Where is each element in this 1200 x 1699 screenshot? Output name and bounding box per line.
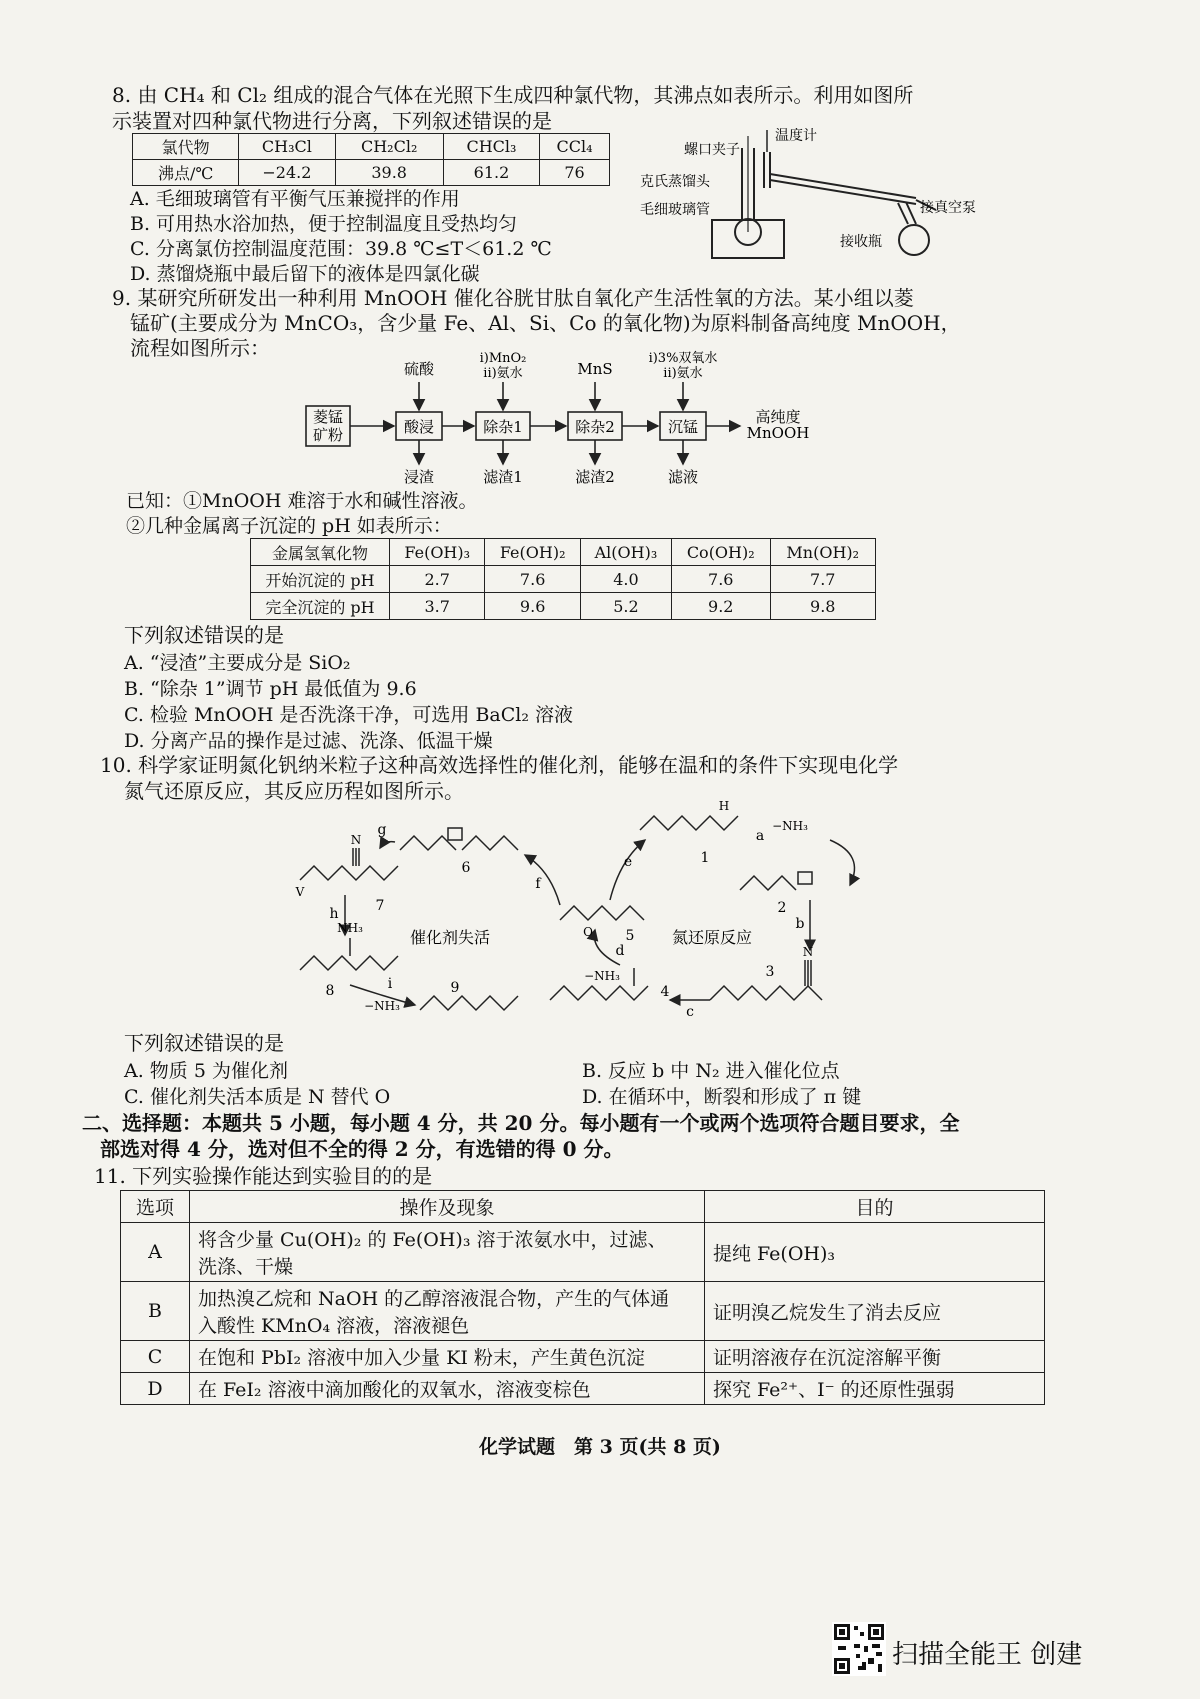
row-operation: 将含少量 Cu(OH)₂ 的 Fe(OH)₃ 溶于浓氨水中，过滤、 洗涤、干燥	[190, 1223, 705, 1282]
table-cell: 沸点/℃	[133, 160, 239, 186]
q8-option-d: D. 蒸馏烧瓶中最后留下的液体是四氯化碳	[130, 263, 480, 285]
structure-9-chain	[420, 996, 518, 1010]
table-cell: 开始沉淀的 pH	[251, 566, 390, 593]
label-9: 9	[450, 980, 460, 996]
q9-option-a: A. “浸渣”主要成分是 SiO₂	[124, 652, 351, 674]
label-6: 6	[461, 860, 471, 876]
scanner-watermark: 扫描全能王 创建	[892, 1640, 1083, 1670]
row-goal: 证明溴乙烷发生了消去反应	[705, 1282, 1045, 1341]
row-goal: 证明溶液存在沉淀溶解平衡	[705, 1341, 1045, 1373]
row-operation: 加热溴乙烷和 NaOH 的乙醇溶液混合物，产生的气体通 入酸性 KMnO₄ 溶液，溶液褪色	[190, 1282, 705, 1341]
step-a: a	[755, 828, 765, 844]
table-cell: Co(OH)₂	[671, 539, 770, 566]
table-cell: Mn(OH)₂	[770, 539, 875, 566]
atom-o: O	[583, 925, 593, 939]
table-cell: 2.7	[390, 566, 485, 593]
q10-option-d: D. 在循环中，断裂和形成了 π 键	[582, 1086, 862, 1108]
table-cell: 7.6	[485, 566, 580, 593]
flow-waste-4: 滤液	[667, 468, 699, 486]
row-goal: 探究 Fe²⁺、I⁻ 的还原性强弱	[705, 1373, 1045, 1405]
atom-n-7: N	[350, 833, 362, 847]
q9-line3: 流程如图所示：	[130, 336, 270, 360]
label-4: 4	[660, 984, 670, 1000]
flow-reagent-3: MnS	[577, 360, 613, 378]
section-2-line2: 部选对得 4 分，选对但不全的得 2 分，有选错的得 0 分。	[100, 1137, 624, 1161]
table-cell: CH₂Cl₂	[335, 134, 443, 160]
q9-option-d: D. 分离产品的操作是过滤、洗涤、低温干燥	[124, 730, 493, 752]
flow-reagent-4b: ii)氨水	[663, 366, 703, 381]
reaction-mechanism-diagram	[290, 800, 890, 1030]
nitrogen-reduction-label: 氮还原反应	[672, 928, 753, 947]
q10-stem: 下列叙述错误的是	[124, 1031, 284, 1055]
flow-reagent-4a: i)3%双氧水	[648, 351, 718, 366]
table-cell: CHCl₃	[443, 134, 539, 160]
arrow-g	[380, 842, 395, 848]
vacuum-label: 接真空泵	[920, 200, 976, 216]
table-cell: 39.8	[335, 160, 443, 186]
table-header-goal: 目的	[705, 1191, 1045, 1223]
section-2-line1: 二、选择题：本题共 5 小题，每小题 4 分，共 20 分。每小题有一个或两个选项符合题目要求，全	[82, 1111, 960, 1135]
table-cell: 7.7	[770, 566, 875, 593]
label-8: 8	[325, 983, 335, 999]
table-cell: 9.2	[671, 593, 770, 620]
flow-start-line1: 菱锰	[312, 408, 344, 426]
flow-step-4: 沉锰	[667, 418, 699, 436]
table-cell: 金属氢氧化物	[251, 539, 390, 566]
flow-waste-1: 浸渣	[403, 468, 435, 486]
q9-ph-table	[250, 538, 876, 620]
table-cell: −24.2	[239, 160, 335, 186]
table-cell: CCl₄	[540, 134, 610, 160]
table-cell: 完全沉淀的 pH	[251, 593, 390, 620]
q10-line2: 氮气还原反应，其反应历程如图所示。	[124, 779, 464, 803]
table-cell: 4.0	[580, 566, 671, 593]
flow-step-1: 酸浸	[403, 418, 435, 436]
capillary-label: 毛细玻璃管	[640, 202, 710, 218]
structure-6-vacancy	[448, 828, 462, 840]
q9-option-c: C. 检验 MnOOH 是否洗涤干净，可选用 BaCl₂ 溶液	[124, 704, 574, 726]
table-cell: 氯代物	[133, 134, 239, 160]
q8-line1: 8. 由 CH₄ 和 Cl₂ 组成的混合气体在光照下生成四种氯代物，其沸点如表所示。利用如图所	[112, 83, 914, 107]
table-cell: 76	[540, 160, 610, 186]
catalyst-deactivation-label: 催化剂失活	[410, 928, 491, 947]
nh3-loss-a: −NH₃	[772, 819, 808, 833]
step-i: i	[387, 976, 393, 992]
step-e: e	[623, 854, 633, 870]
table-cell: 9.6	[485, 593, 580, 620]
nh3-group-8: NH₃	[337, 921, 363, 935]
q10-option-b: B. 反应 b 中 N₂ 进入催化位点	[582, 1060, 840, 1082]
table-header-operation: 操作及现象	[190, 1191, 705, 1223]
table-cell: Fe(OH)₃	[390, 539, 485, 566]
q10-option-a: A. 物质 5 为催化剂	[124, 1060, 288, 1082]
structure-2-vacancy	[798, 872, 812, 884]
q11-stem: 11. 下列实验操作能达到实验目的的是	[94, 1164, 433, 1188]
row-option: A	[121, 1223, 190, 1282]
step-d: d	[615, 943, 625, 959]
structure-7-chain	[300, 866, 398, 880]
q9-line1: 9. 某研究所研发出一种利用 MnOOH 催化谷胱甘肽自氧化产生活性氧的方法。某小组以菱	[112, 286, 914, 310]
q8-option-b: B. 可用热水浴加热，便于控制温度且受热均匀	[130, 213, 518, 235]
q9-line2: 锰矿(主要成分为 MnCO₃，含少量 Fe、Al、Si、Co 的氧化物)为原料制备高纯度 MnOOH，	[130, 311, 961, 335]
table-cell: Al(OH)₃	[580, 539, 671, 566]
flow-step-2: 除杂1	[483, 418, 523, 436]
label-5: 5	[625, 928, 635, 944]
table-cell: 9.8	[770, 593, 875, 620]
flow-reagent-2b: ii)氨水	[483, 366, 523, 381]
flow-reagent-1: 硫酸	[403, 360, 435, 378]
atom-n-3: N	[802, 945, 814, 959]
q8-line2: 示装置对四种氯代物进行分离，下列叙述错误的是	[112, 109, 552, 133]
step-c: c	[686, 1004, 694, 1020]
row-option: D	[121, 1373, 190, 1405]
flow-start-line2: 矿粉	[312, 426, 344, 444]
nh3-loss-d: −NH₃	[584, 969, 620, 983]
receiver-label: 接收瓶	[840, 234, 882, 250]
atom-v: V	[295, 885, 305, 899]
arrow-f	[525, 855, 560, 905]
table-header-option: 选项	[121, 1191, 190, 1223]
row-operation: 在 FeI₂ 溶液中滴加酸化的双氧水，溶液变棕色	[190, 1373, 705, 1405]
step-b: b	[795, 916, 805, 932]
flow-product-line1: 高纯度	[755, 408, 801, 426]
structure-8-chain	[300, 956, 398, 970]
flow-waste-3: 滤渣2	[575, 468, 615, 486]
process-flowchart	[300, 350, 830, 490]
flow-reagent-2a: i)MnO₂	[479, 351, 527, 366]
q9-known-2: ②几种金属离子沉淀的 pH 如表所示：	[126, 515, 452, 537]
row-operation: 在饱和 PbI₂ 溶液中加入少量 KI 粉末，产生黄色沉淀	[190, 1341, 705, 1373]
table-row	[121, 1223, 1045, 1282]
label-7: 7	[375, 898, 385, 914]
atom-h: H	[718, 800, 730, 813]
label-2: 2	[777, 900, 787, 916]
table-row	[121, 1341, 1045, 1373]
row-option: C	[121, 1341, 190, 1373]
table-cell: 61.2	[443, 160, 539, 186]
structure-3-chain	[710, 986, 822, 1000]
vacuum-distillation-apparatus	[630, 128, 990, 268]
table-cell: 5.2	[580, 593, 671, 620]
row-goal: 提纯 Fe(OH)₃	[705, 1223, 1045, 1282]
claisen-label: 克氏蒸馏头	[640, 174, 710, 190]
row-option: B	[121, 1282, 190, 1341]
thermometer-label: 温度计	[775, 128, 817, 144]
q8-option-c: C. 分离氯仿控制温度范围：39.8 ℃≤T＜61.2 ℃	[130, 238, 552, 260]
table-cell: CH₃Cl	[239, 134, 335, 160]
label-1: 1	[700, 850, 710, 866]
step-h: h	[329, 906, 339, 922]
label-3: 3	[765, 964, 775, 980]
flow-step-3: 除杂2	[575, 418, 615, 436]
q9-known-1: 已知：①MnOOH 难溶于水和碱性溶液。	[126, 490, 478, 512]
table-row	[121, 1373, 1045, 1405]
page-footer: 化学试题 第 3 页(共 8 页)	[479, 1436, 721, 1458]
q8-boiling-table	[132, 133, 610, 186]
q10-option-c: C. 催化剂失活本质是 N 替代 O	[124, 1086, 391, 1108]
q9-option-b: B. “除杂 1”调节 pH 最低值为 9.6	[124, 678, 417, 700]
step-f: f	[535, 876, 541, 892]
q9-stem: 下列叙述错误的是	[124, 623, 284, 647]
clip-label: 螺口夹子	[684, 142, 740, 158]
arrow-e	[610, 840, 645, 900]
table-row	[121, 1282, 1045, 1341]
table-cell: 7.6	[671, 566, 770, 593]
q10-line1: 10. 科学家证明氮化钒纳米粒子这种高效选择性的催化剂，能够在温和的条件下实现电化学	[100, 753, 899, 777]
qr-code-icon	[832, 1622, 886, 1676]
structure-4-chain	[550, 986, 648, 1000]
structure-2-chain	[740, 876, 796, 890]
flow-waste-2: 滤渣1	[483, 468, 523, 486]
nh3-loss-i: −NH₃	[364, 999, 400, 1013]
structure-5-chain	[560, 906, 644, 920]
q8-option-a: A. 毛细玻璃管有平衡气压兼搅拌的作用	[130, 188, 460, 210]
flow-product-line2: MnOOH	[746, 424, 810, 442]
q11-table	[120, 1190, 1045, 1405]
structure-1-chain	[640, 816, 738, 830]
arrow-a	[830, 840, 855, 885]
receiving-flask	[899, 225, 929, 255]
step-g: g	[377, 822, 387, 838]
table-cell: 3.7	[390, 593, 485, 620]
table-cell: Fe(OH)₂	[485, 539, 580, 566]
